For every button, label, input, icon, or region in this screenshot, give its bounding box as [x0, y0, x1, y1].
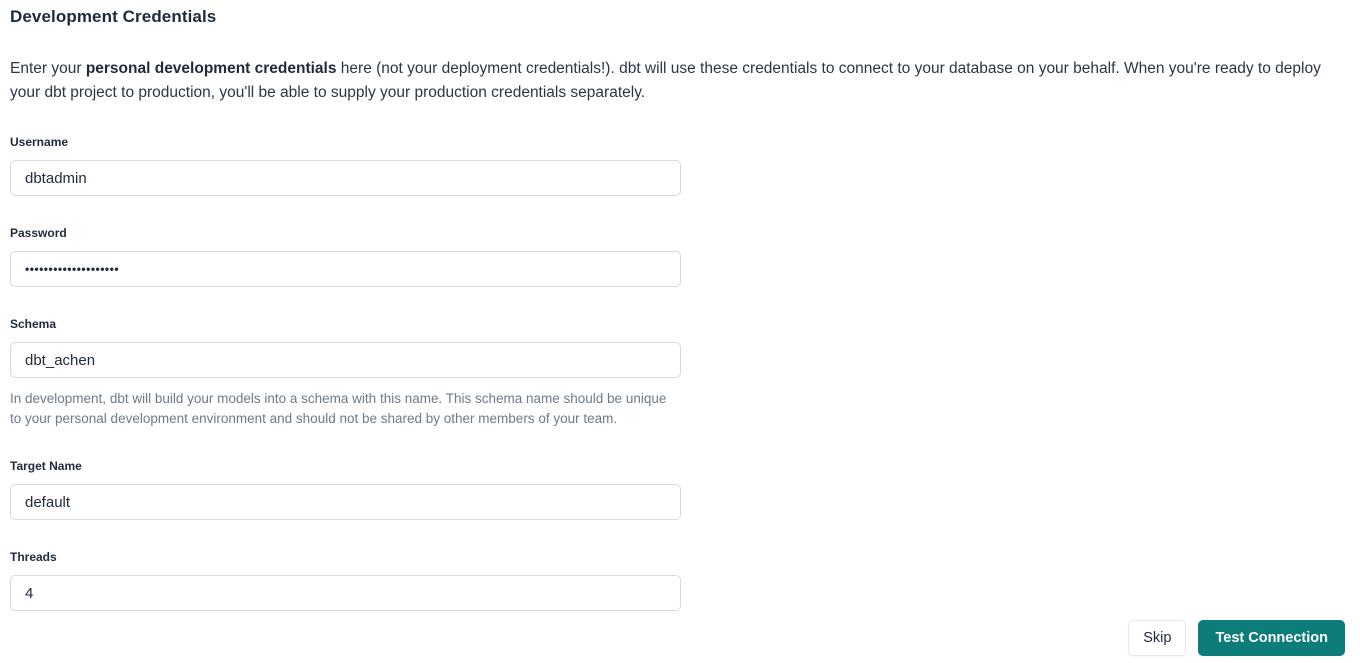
intro-prefix: Enter your	[10, 60, 86, 77]
password-label: Password	[10, 226, 67, 240]
username-label: Username	[10, 135, 69, 149]
page-title: Development Credentials	[10, 7, 217, 26]
intro-suffix: here (not your deployment credentials!). dbt will use these credentials to connect to your database on your behalf. When you're ready to deploy your dbt project to production, you'll be able to supply your production credentials separately.	[10, 60, 1321, 101]
field-threads	[10, 550, 681, 611]
test-connection-button[interactable]: Test Connection	[1198, 620, 1345, 656]
intro-text	[10, 57, 1346, 105]
field-target-name	[10, 459, 681, 520]
intro-bold: personal development credentials	[85, 60, 337, 77]
password-input[interactable]	[10, 251, 681, 287]
schema-label: Schema	[10, 317, 57, 331]
skip-button[interactable]: Skip	[1128, 620, 1186, 656]
schema-help-text: In development, dbt will build your models into a schema with this name. This schema name should be unique to your personal development environment and should not be shared by other members of your team.	[10, 391, 667, 426]
form-actions	[1128, 620, 1345, 656]
target-name-input[interactable]	[10, 484, 681, 520]
field-password	[10, 226, 681, 287]
field-username	[10, 135, 681, 196]
username-input[interactable]	[10, 160, 681, 196]
schema-input[interactable]	[10, 342, 681, 378]
target-name-label: Target Name	[10, 459, 82, 473]
threads-label: Threads	[10, 550, 57, 564]
field-schema	[10, 317, 681, 429]
threads-input[interactable]	[10, 575, 681, 611]
